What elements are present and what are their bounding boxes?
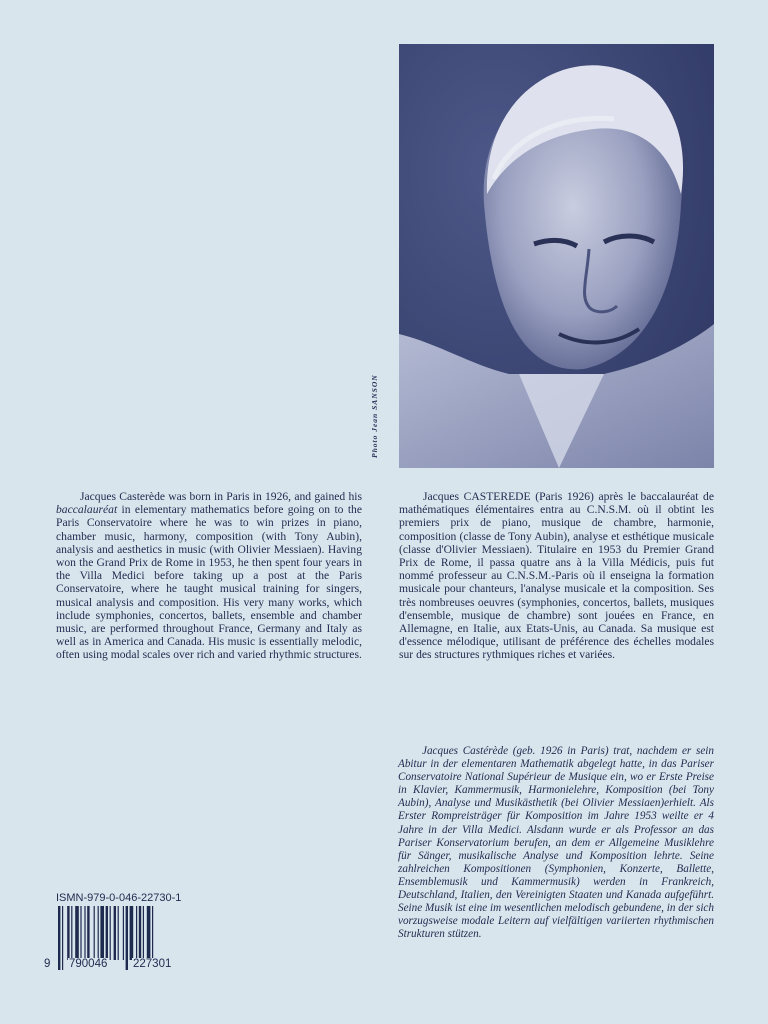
- barcode-bar: [94, 906, 95, 960]
- barcode-right-digits: 227301: [133, 958, 172, 970]
- photo-credit: Photo Jean SANSON: [370, 374, 379, 458]
- barcode-bar: [123, 906, 124, 960]
- barcode-bar: [87, 906, 89, 960]
- english-paragraph: Jacques Casterède was born in Paris in 1926, and gained his baccalauréat in elementary mathematics before going on to the Paris Conservatoire where he was to win prizes in piano, chamber music, harmony, composition (with Tony Aubin), analysis and aesthetics in music (with Olivier Messiaen). Having won the Grand Prix de Rome in 1953, he then spent four years in the Villa Medici before taking up a post at the Paris Conservatoire, where he taught musical training for singers, musical analysis and composition. His very many works, which include symphonies, concertos, ballets, ensemble and chamber music, are performed throughout France, Germany and Italy as well as in America and Canada. His music is essentially melodic, often using modal scales over rich and varied rhythmic structures.: [56, 490, 362, 662]
- french-biography: [399, 490, 714, 662]
- barcode-bar: [152, 906, 153, 960]
- barcode-bar: [147, 906, 151, 960]
- barcode-first-digit: 9: [44, 958, 51, 970]
- german-biography: [398, 745, 714, 941]
- ismn-number: ISMN-979-0-046-22730-1: [56, 892, 182, 904]
- barcode-bar: [67, 906, 69, 960]
- barcode-bar: [58, 906, 60, 970]
- portrait-illustration: [399, 44, 714, 468]
- german-paragraph: Jacques Castérède (geb. 1926 in Paris) trat, nachdem er sein Abitur in der elementaren Mathematik abgelegt hatte, in das Pariser Conservatoire National Supérieur de Musique ein, wo er Erste Preise in Klavier, Kammermusik, Harmonielehre, Komposition (bei Tony Aubin), Analyse und Musikästhetik (bei Olivier Messiaen)erhielt. Als Erster Rompreisträger für Komposition im Jahre 1953 weilte er 4 Jahre in der Villa Medici. Alsdann wurde er als Professor an das Pariser Konservatorium berufen, an dem er Allgemeine Musiklehre für Sänger, musikalische Analyse und Komposition lehrte. Seine zahlreichen Kompositionen (Symphonien, Konzerte, Ballette, Ensemblemusik und Kammermusik) werden in Frankreich, Deutschland, Italien, den Vereinigten Staaten und Kanada aufgeführt. Seine Musik ist eine im wesentlichen melodisch gebundene, in der sich vorzugsweise modale Leitern auf vielfältigen variierten rhythmischen Strukturen stützen.: [398, 745, 714, 941]
- barcode-bar: [126, 906, 128, 970]
- barcode-left-digits: 790046: [69, 958, 108, 970]
- barcode-bar: [100, 906, 104, 960]
- barcode-bar: [110, 906, 111, 960]
- portrait-photo: [399, 44, 714, 468]
- barcode-bar: [98, 906, 99, 960]
- barcode-bar: [62, 906, 63, 970]
- french-paragraph: Jacques CASTEREDE (Paris 1926) après le baccalauréat de mathématiques élémentaires entra au C.N.S.M. où il obtint les premiers prix de piano, musique de chambre, harmonie, composition (classe de Tony Aubin), analyse et esthétique musicale (classe d'Olivier Messiaen). Titulaire en 1953 du Premier Grand Prix de Rome, il passa quatre ans à la Villa Médicis, puis fut nommé professeur au C.N.S.M.-Paris où il enseigna la formation musicale pour chanteurs, l'analyse musicale et la composition. Ses très nombreuses oeuvres (symphonies, concertos, ballets, musiques d'ensemble, musique de chambre) sont jouées en France, en Allemagne, en Italie, aux Etats-Unis, au Canada. Sa musique est d'essence mélodique, utilisant de préférence des échelles modales sur des structures rythmiques riches et variées.: [399, 490, 714, 662]
- barcode-bar: [118, 906, 119, 960]
- barcode-bar: [143, 906, 144, 960]
- barcode-bar: [114, 906, 116, 960]
- barcode-bar: [80, 906, 81, 960]
- barcode-bar: [130, 906, 134, 960]
- english-biography: [56, 490, 362, 662]
- barcode-bar: [71, 906, 72, 960]
- barcode-bar: [106, 906, 108, 960]
- barcode-bar: [75, 906, 79, 960]
- barcode-bar: [139, 906, 141, 960]
- barcode-bar: [84, 906, 85, 960]
- barcode-bar: [136, 906, 137, 960]
